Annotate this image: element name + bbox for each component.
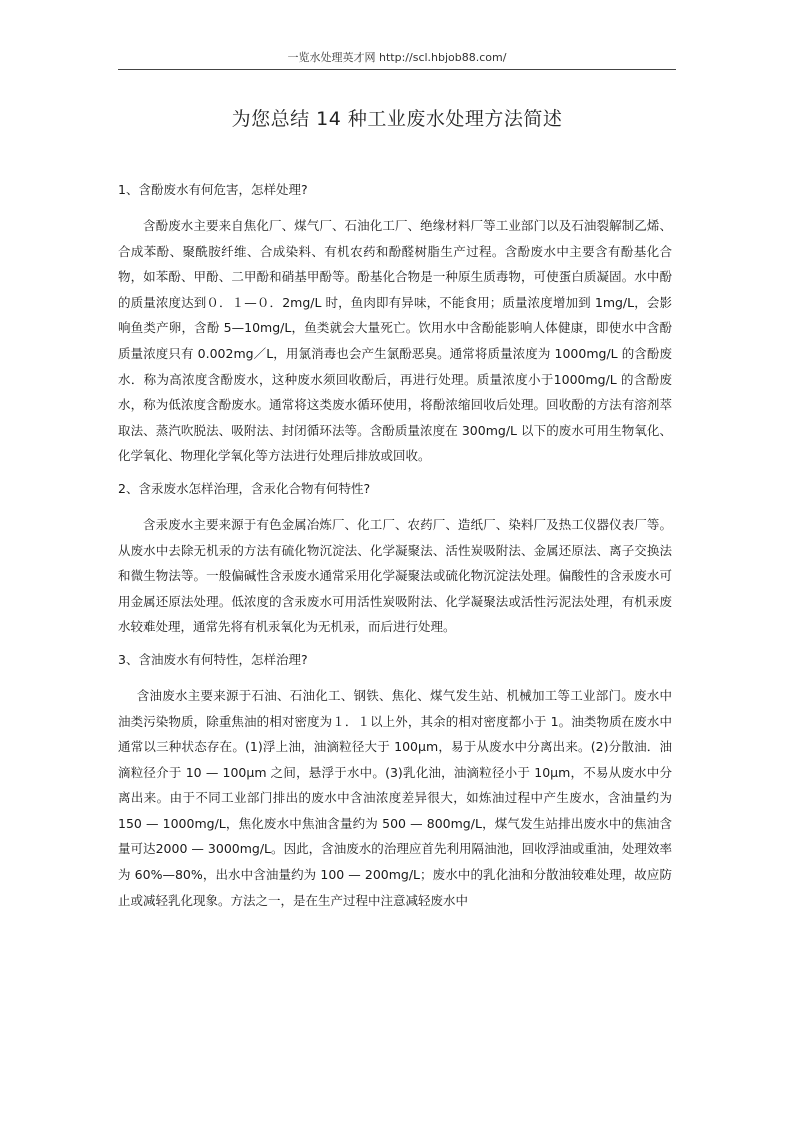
section-3-paragraph: 含油废水主要来源于石油、石油化工、钢铁、焦化、煤气发生站、机械加工等工业部门。废水中油类污染物质，除重焦油的相对密度为１．１以上外，其余的相对密度都小于 1。油类物质在废水中通常以三种状态存在。(1)浮上油，油滴粒径大于 100μm，易于从废水中分离出来。(2)分散油．油滴粒径介于 10 — 100μm 之间，悬浮于水中。(3)乳化油，油滴粒径小于 10μm，不易从废水中分离出来。由于不同工业部门排出的废水中含油浓度差异很大，如炼油过程中产生废水，含油量约为 150 — 1000mg/L，焦化废水中焦油含量约为 500 — 800mg/L，煤气发生站排出废水中的焦油含量可达2000 — 3000mg/L。因此，含油废水的治理应首先利用隔油池，回收浮油或重油，处理效率为 60%—80%，出水中含油量约为 100 — 200mg/L；废水中的乳化油和分散油较难处理，故应防止或减轻乳化现象。方法之一，是在生产过程中注意减轻废水中: [118, 687, 672, 908]
document-body: [118, 180, 672, 923]
document-title: 为您总结 14 种工业废水处理方法简述: [231, 108, 563, 130]
section-1-paragraph: 含酚废水主要来自焦化厂、煤气厂、石油化工厂、绝缘材料厂等工业部门以及石油裂解制乙烯、合成苯酚、聚酰胺纤维、合成染料、有机农药和酚醛树脂生产过程。含酚废水中主要含有酚基化合物，如苯酚、甲酚、二甲酚和硝基甲酚等。酚基化合物是一种原生质毒物，可使蛋白质凝固。水中酚的质量浓度达到０．１—０．2mg/L 时，鱼肉即有异味，不能食用；质量浓度增加到 1mg/L，会影响鱼类产卵，含酚 5—10mg/L，鱼类就会大量死亡。饮用水中含酚能影响人体健康，即使水中含酚质量浓度只有 0.002mg／L，用氯消毒也会产生氯酚恶臭。通常将质量浓度为 1000mg/L 的含酚废水．称为高浓度含酚废水，这种废水须回收酚后，再进行处理。质量浓度小于1000mg/L 的含酚废水，称为低浓度含酚废水。通常将这类废水循环使用，将酚浓缩回收后处理。回收酚的方法有溶剂萃取法、蒸汽吹脱法、吸附法、封闭循环法等。含酚质量浓度在 300mg/L 以下的废水可用生物氧化、化学氧化、物理化学氧化等方法进行处理后排放或回收。: [118, 218, 672, 464]
section-3-question: 3、含油废水有何特性，怎样治理?: [118, 651, 308, 667]
section-1-question: 1、含酚废水有何危害，怎样处理?: [118, 182, 308, 197]
page-header-site: 一览水处理英才网 http://scl.hbjob88.com/: [287, 51, 507, 64]
section-2-paragraph: 含汞废水主要来源于有色金属冶炼厂、化工厂、农药厂、造纸厂、染料厂及热工仪器仪表厂等。从废水中去除无机汞的方法有硫化物沉淀法、化学凝聚法、活性炭吸附法、金属还原法、离子交换法和微生物法等。一般偏碱性含汞废水通常采用化学凝聚法或硫化物沉淀法处理。偏酸性的含汞废水可用金属还原法处理。低浓度的含汞废水可用活性炭吸附法、化学凝聚法或活性污泥法处理，有机汞废水较难处理，通常先将有机汞氧化为无机汞，而后进行处理。: [118, 516, 672, 635]
section-2-question: 2、含汞废水怎样治理，含汞化合物有何特性?: [118, 480, 371, 496]
header-divider: [118, 69, 676, 70]
